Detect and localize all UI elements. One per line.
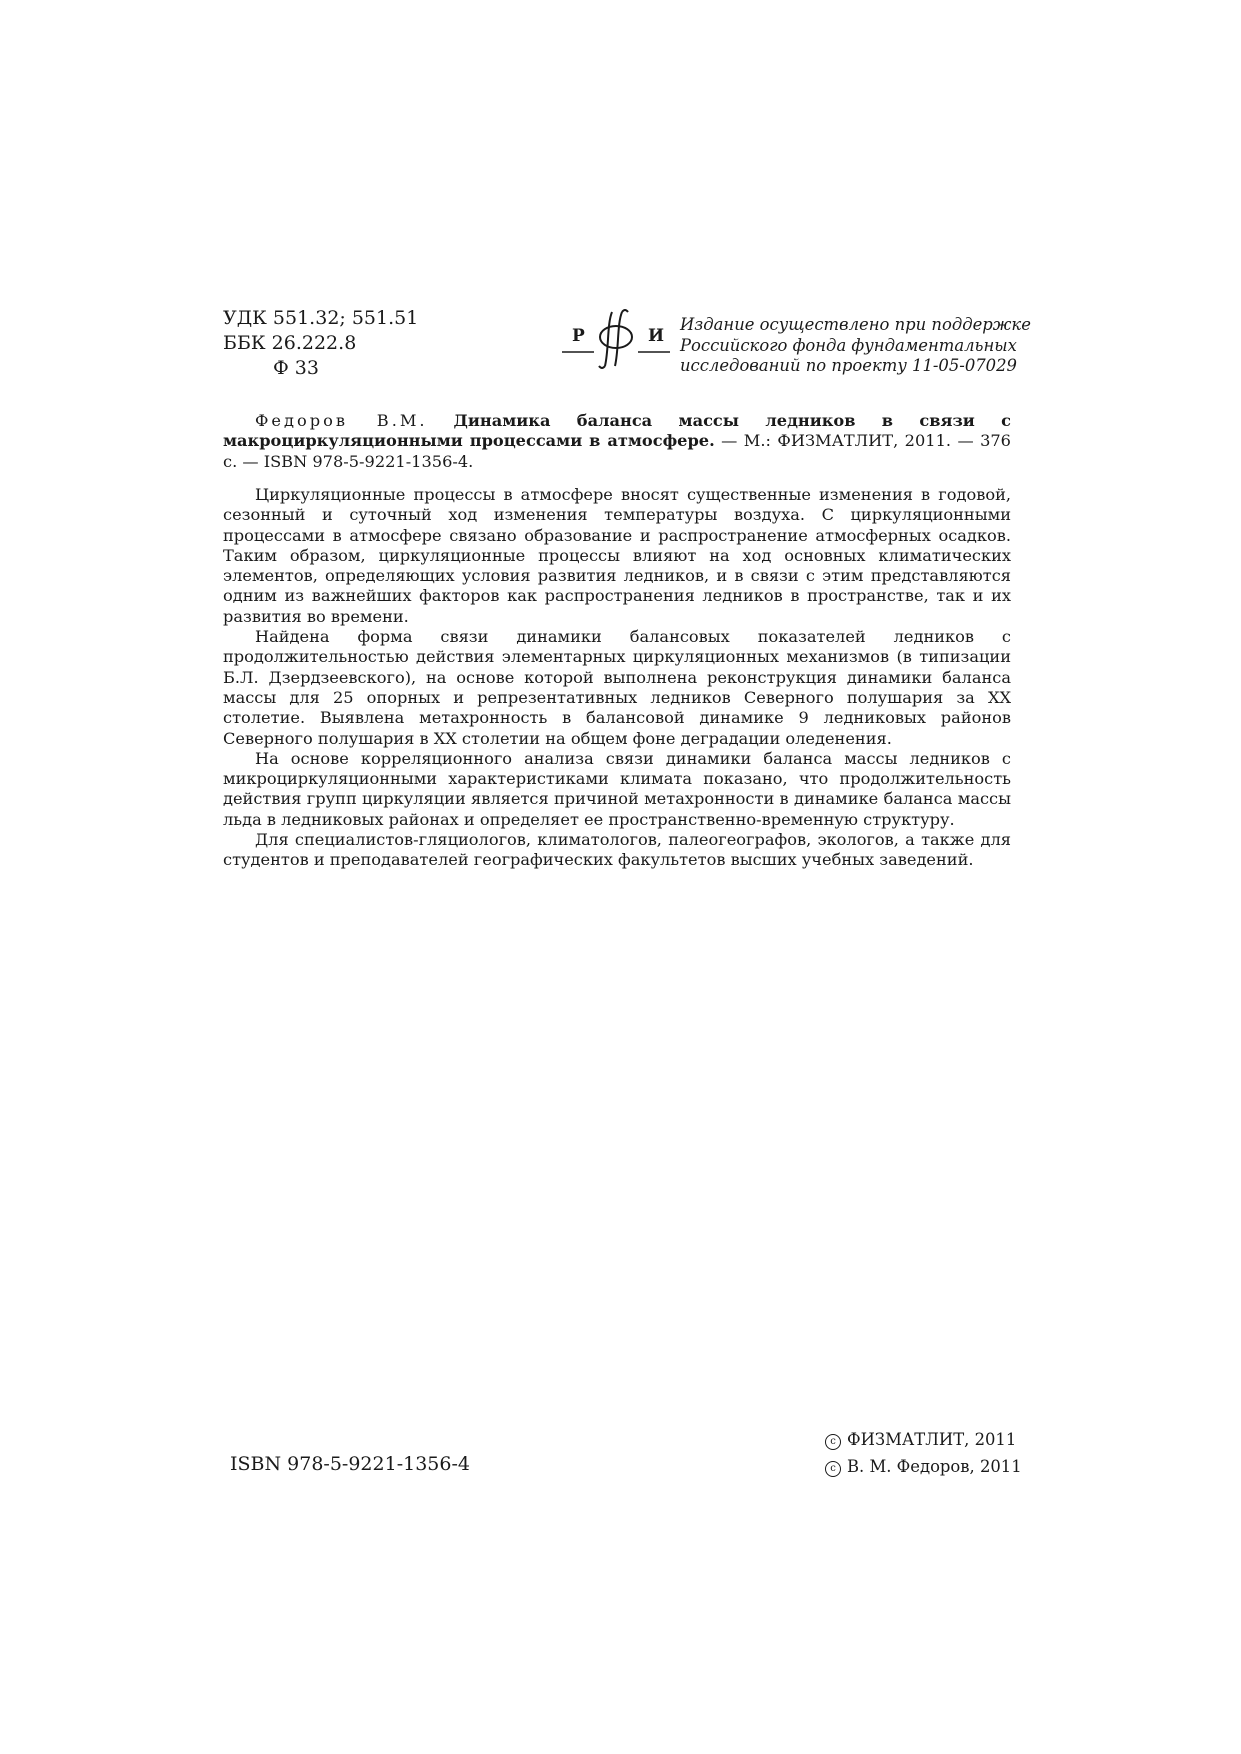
logo-letter-r: Р (572, 326, 585, 346)
copyright-icon: c (825, 1461, 841, 1477)
copyright-author-text: В. М. Федоров, 2011 (847, 1457, 1022, 1476)
abstract-paragraph-2: Найдена форма связи динамики балансовых показателей ледников с продолжительностью действия элементарных циркуляционных механизмов (в типизации Б.Л. Дзердзеевского), на основе которой выполнена реконструкция динамики баланса массы для 25 опорных и репрезентативных ледников Северного полушария за XX столетие. Выявлена метахронность в балансовой динамике 9 ледниковых районов Северного полушария в XX столетии на общем фоне деградации оледенения. (223, 627, 1011, 748)
bibliographic-description (223, 411, 1011, 472)
logo-letter-i: И (648, 326, 665, 346)
support-line-2: Российского фонда фундаментальных (680, 335, 1017, 355)
logo-double-phi (599, 310, 632, 368)
copyright-publisher (825, 1426, 1022, 1453)
bbk-code: ББК 26.222.8 (223, 332, 357, 354)
udk-code: УДК 551.32; 551.51 (223, 307, 419, 329)
abstract-paragraph-4: Для специалистов-гляциологов, климатологов, палеогеографов, экологов, а также для студентов и преподавателей географических факультетов высших учебных заведений. (223, 830, 1011, 870)
author-name: Федоров В.М. (255, 411, 428, 430)
support-line-3: исследований по проекту 11-05-07029 (680, 356, 1017, 375)
author-mark: Ф 33 (273, 357, 319, 379)
copyright-icon: c (825, 1434, 841, 1450)
abstract (223, 485, 1011, 871)
imprint: — М.: ФИЗМАТЛИТ, 2011. — 376 с. — ISBN 978-5-9221-1356-4. (223, 431, 1011, 471)
abstract-paragraph-1: Циркуляционные процессы в атмосфере вносят существенные изменения в годовой, сезонный и суточный ход изменения температуры воздуха. С циркуляционными процессами в атмосфере связано образование и распространение атмосферных осадков. Таким образом, циркуляционные процессы влияют на ход основных климатических элементов, определяющих условия развития ледников, и в связи с этим представляются одним из важнейших факторов как распространения ледников в пространстве, так и их развития во времени. (223, 485, 1011, 626)
rffi-logo (560, 304, 672, 372)
copyright-author (825, 1453, 1022, 1480)
copyright-block (825, 1426, 1022, 1480)
abstract-paragraph-3: На основе корреляционного анализа связи динамики баланса массы ледников с микроциркуляционными характеристиками климата показано, что продолжительность действия групп циркуляции является причиной метахронности в динамике баланса массы льда в ледниковых районах и определяет ее пространственно-временную структуру. (223, 748, 1011, 829)
copyright-publisher-text: ФИЗМАТЛИТ, 2011 (847, 1430, 1017, 1449)
footer-isbn: ISBN 978-5-9221-1356-4 (230, 1453, 470, 1475)
support-line-1: Издание осуществлено при поддержке (680, 315, 1031, 334)
support-notice (680, 315, 1031, 377)
book-title: Динамика баланса массы ледников в связи с макроциркуляционными процессами в атмосфере. (223, 411, 1012, 451)
classification-block (223, 306, 418, 381)
